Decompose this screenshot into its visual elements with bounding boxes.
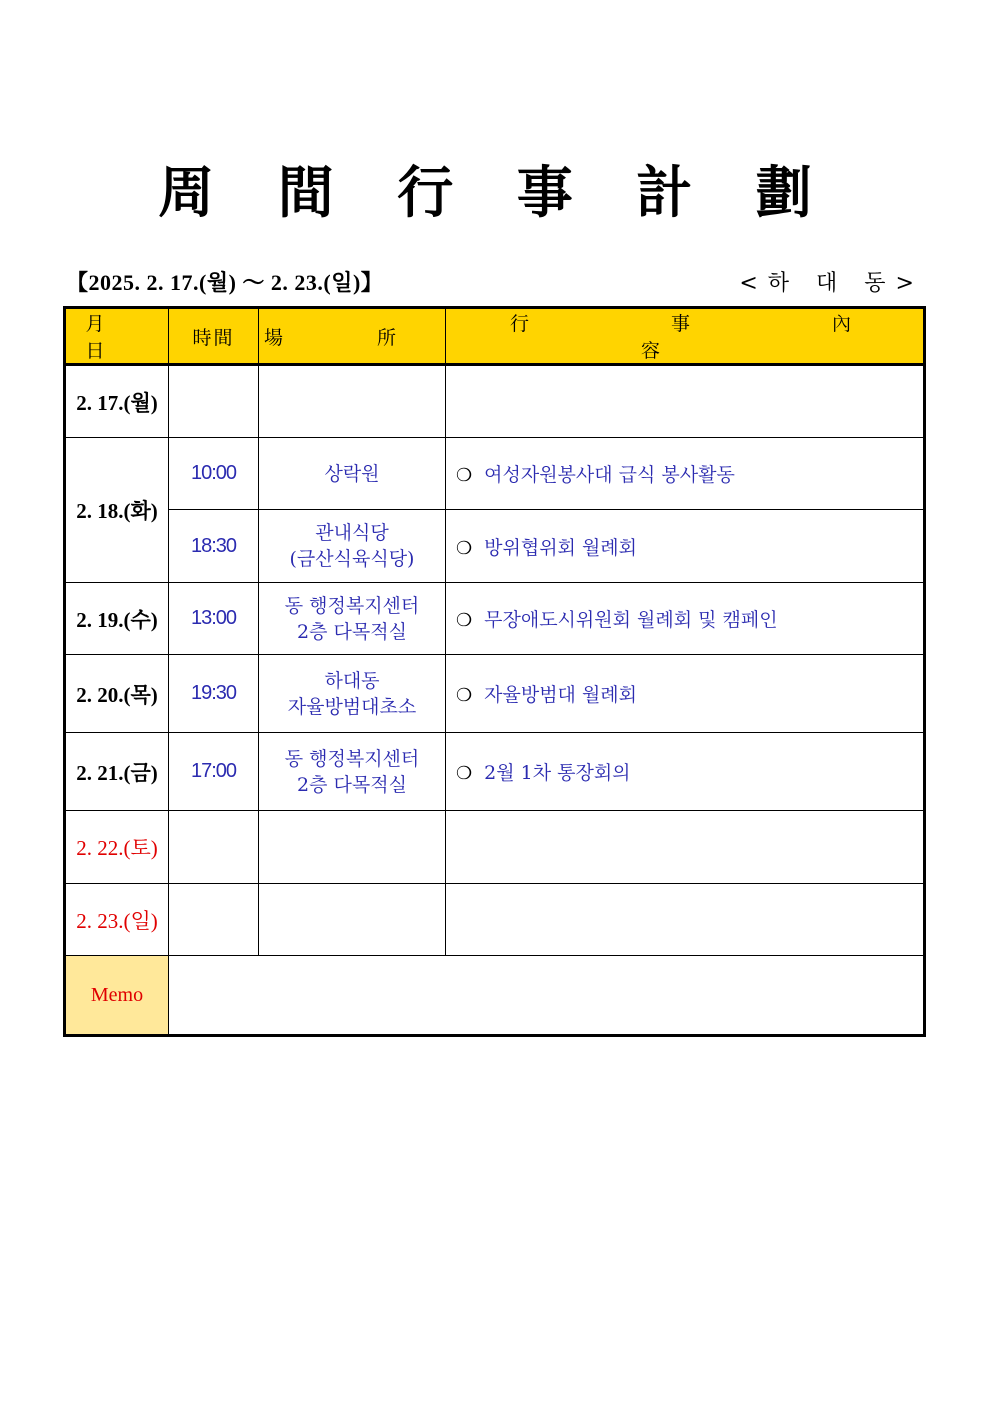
event-cell [446, 811, 925, 884]
table-row [65, 365, 925, 438]
department-name: <하 대 동> [739, 271, 924, 296]
bullet-icon: ❍ [456, 610, 473, 631]
place-cell: 관내식당 (금산식육식당) [259, 510, 446, 583]
event-cell [446, 884, 925, 956]
date-cell: 2. 18.(화) [65, 438, 169, 583]
event-cell [446, 365, 925, 438]
table-row [65, 811, 925, 884]
time-cell [169, 365, 259, 438]
place-cell: 동 행정복지센터 2층 다목적실 [259, 733, 446, 811]
time-cell: 18:30 [169, 510, 259, 583]
place-cell [259, 365, 446, 438]
table-row [65, 733, 925, 811]
table-row [65, 884, 925, 956]
event-cell: ❍ 여성자원봉사대 급식 봉사활동 [446, 438, 925, 510]
time-cell: 13:00 [169, 583, 259, 655]
date-cell: 2. 21.(금) [65, 733, 169, 811]
place-cell [259, 884, 446, 956]
memo-content[interactable] [169, 956, 925, 1036]
time-cell: 17:00 [169, 733, 259, 811]
page-title: 周 間 行 事 計 劃 [158, 160, 834, 226]
table-row [65, 583, 925, 655]
memo-row [65, 956, 925, 1036]
place-cell: 하대동 자율방범대초소 [259, 655, 446, 733]
header-row [65, 308, 925, 365]
table-row [65, 510, 925, 583]
header-content: 行 事 內 容 [446, 308, 925, 365]
bullet-icon: ❍ [456, 537, 473, 559]
header-date: 月 日 [65, 308, 169, 365]
event-cell: ❍ 자율방범대 월례회 [446, 655, 925, 733]
bullet-icon: ❍ [456, 763, 473, 784]
date-cell: 2. 19.(수) [65, 583, 169, 655]
place-cell: 동 행정복지센터 2층 다목적실 [259, 583, 446, 655]
memo-label: Memo [65, 956, 169, 1036]
place-cell [259, 811, 446, 884]
schedule-period: 【2025. 2. 17.(월) ～ 2. 23.(일)】 [66, 270, 384, 295]
schedule-table [63, 306, 926, 1037]
table-row [65, 438, 925, 510]
header-time: 時間 [169, 308, 259, 365]
event-cell: ❍ 2월 1차 통장회의 [446, 733, 925, 811]
time-cell: 19:30 [169, 655, 259, 733]
date-cell: 2. 20.(목) [65, 655, 169, 733]
bullet-icon: ❍ [456, 465, 473, 486]
time-cell [169, 811, 259, 884]
date-cell: 2. 22.(토) [65, 811, 169, 884]
time-cell [169, 884, 259, 956]
event-cell: ❍ 방위협위회 월례회 [446, 510, 925, 583]
header-place: 場 所 [259, 308, 446, 365]
date-cell: 2. 17.(월) [65, 365, 169, 438]
time-cell: 10:00 [169, 438, 259, 510]
date-cell: 2. 23.(일) [65, 884, 169, 956]
event-cell: ❍ 무장애도시위원회 월례회 및 캠페인 [446, 583, 925, 655]
place-cell: 상락원 [259, 438, 446, 510]
bullet-icon: ❍ [456, 685, 473, 706]
table-row [65, 655, 925, 733]
